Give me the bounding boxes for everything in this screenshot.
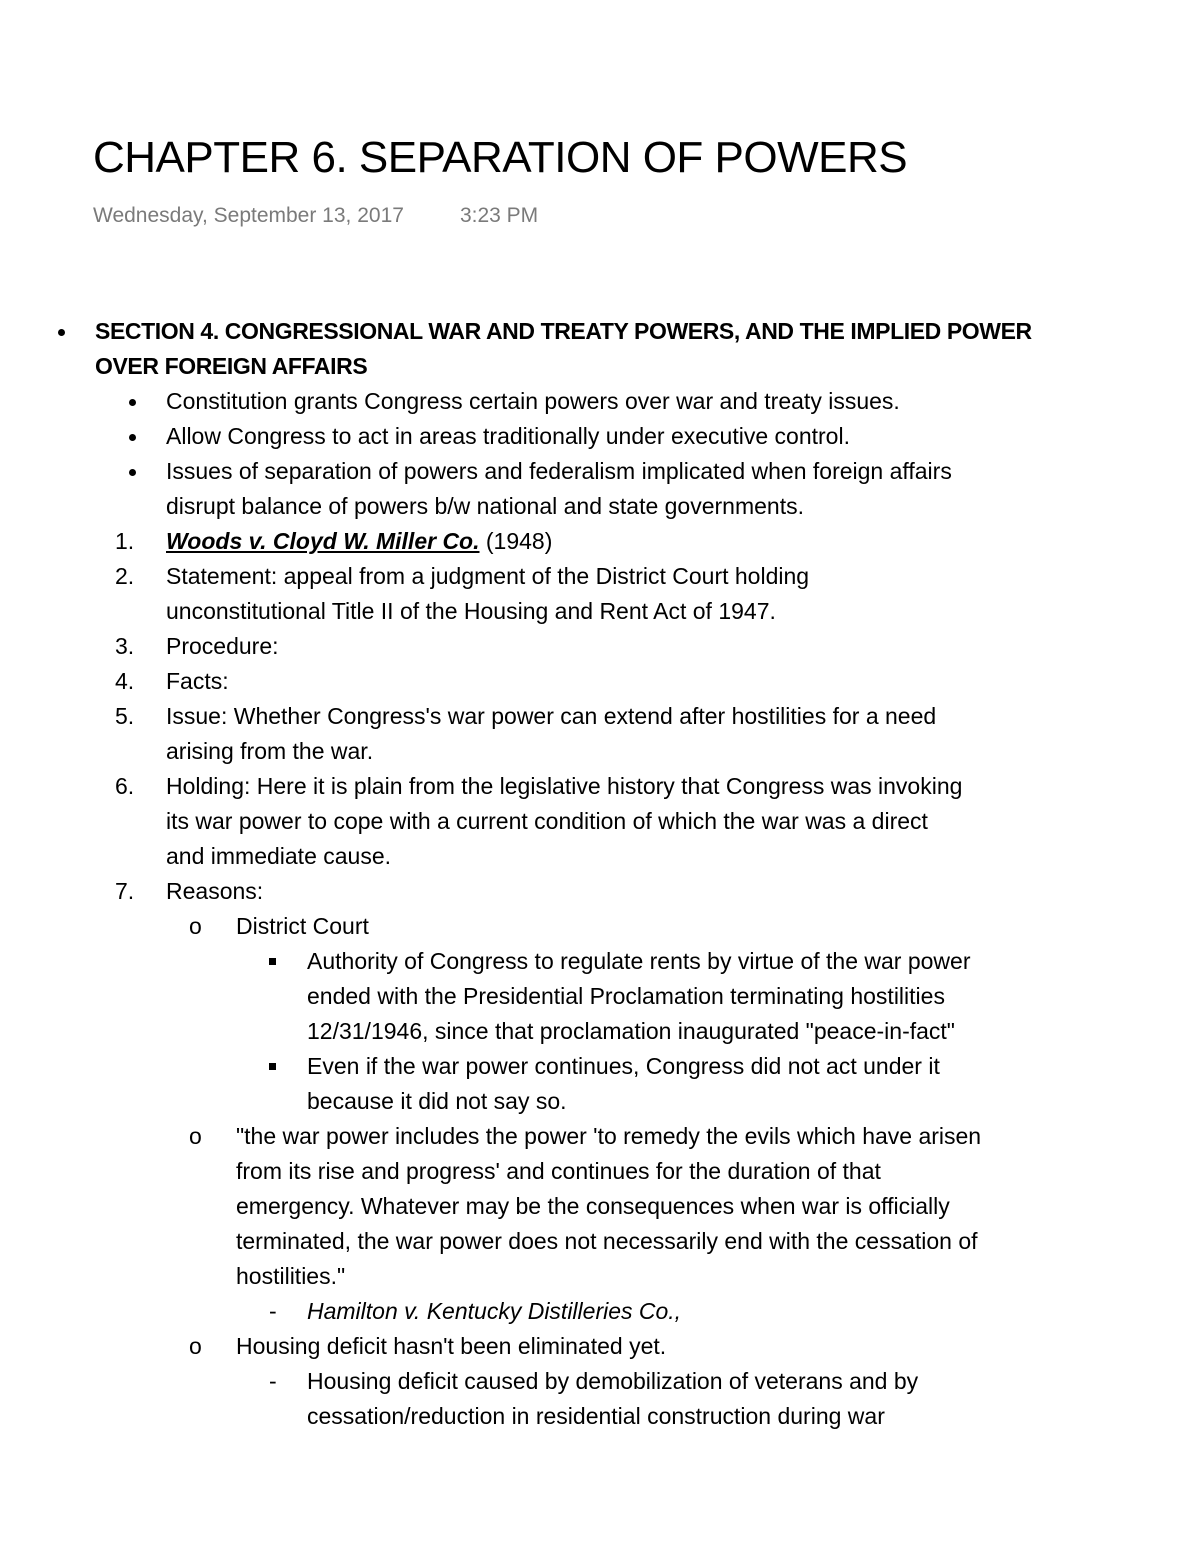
note-date: Wednesday, September 13, 2017	[93, 204, 404, 227]
bullet-icon	[129, 434, 136, 441]
circle-bullet-icon: o	[189, 1123, 202, 1149]
reasons-point: - Housing deficit caused by demobilization of veterans and by cessation/reduction in residential construction during war	[307, 1364, 1200, 1434]
bullet-icon	[129, 399, 136, 406]
reasons-point: Even if the war power continues, Congress did not act under it because it did not say so.	[307, 1049, 1200, 1119]
dash-bullet-icon: -	[269, 1368, 277, 1394]
numbered-item: 4. Facts:	[115, 668, 229, 694]
section-heading: SECTION 4. CONGRESSIONAL WAR AND TREATY POWERS, AND THE IMPLIED POWER OVER FOREIGN AFFAIRS	[95, 314, 1200, 384]
circle-bullet-icon: o	[189, 1333, 202, 1359]
bullet-icon	[129, 469, 136, 476]
numbered-item: 7. Reasons:	[115, 878, 264, 904]
circle-bullet-icon: o	[189, 913, 202, 939]
dash-bullet-icon: -	[269, 1298, 277, 1324]
bullet-icon	[58, 329, 65, 336]
case-name-link[interactable]: Woods v. Cloyd W. Miller Co.	[166, 528, 480, 554]
note-timestamp	[93, 201, 538, 231]
reasons-item: o Housing deficit hasn't been eliminated yet.	[236, 1329, 1200, 1364]
square-bullet-icon	[269, 1063, 276, 1070]
numbered-item: 3. Procedure:	[115, 633, 279, 659]
list-item: Constitution grants Congress certain powers over war and treaty issues.	[166, 384, 1200, 419]
list-item: Allow Congress to act in areas traditionally under executive control.	[166, 419, 1200, 454]
list-item: Issues of separation of powers and federalism implicated when foreign affairs disrupt balance of powers b/w national and state governments.	[166, 454, 1200, 524]
square-bullet-icon	[269, 958, 276, 965]
citation: - Hamilton v. Kentucky Distilleries Co.,	[307, 1294, 1200, 1329]
numbered-item: 5. Issue: Whether Congress's war power can extend after hostilities for a need arising from the war.	[115, 703, 937, 764]
numbered-item: 2. Statement: appeal from a judgment of the District Court holding unconstitutional Title II of the Housing and Rent Act of 1947.	[115, 563, 810, 624]
reasons-item: o District Court	[236, 909, 1200, 944]
note-body	[0, 314, 1200, 1434]
numbered-item: 1. Woods v. Cloyd W. Miller Co. (1948)	[115, 528, 553, 554]
numbered-item: 6. Holding: Here it is plain from the legislative history that Congress was invoking its war power to cope with a current condition of which the war was a direct and immediate cause.	[115, 773, 963, 869]
note-time: 3:23 PM	[459, 204, 539, 227]
page-title: CHAPTER 6. SEPARATION OF POWERS	[93, 133, 908, 182]
reasons-point: Authority of Congress to regulate rents by virtue of the war power ended with the Presidential Proclamation terminating hostilities 12/31/1946, since that proclamation inaugurated "peace-in-fact"	[307, 944, 1200, 1049]
reasons-item: o "the war power includes the power 'to remedy the evils which have arisen from its rise and progress' and continues for the duration of that emergency. Whatever may be the consequences when war is officially terminated, the war power does not necessarily end with the cessation of hostilities."	[236, 1119, 1200, 1294]
